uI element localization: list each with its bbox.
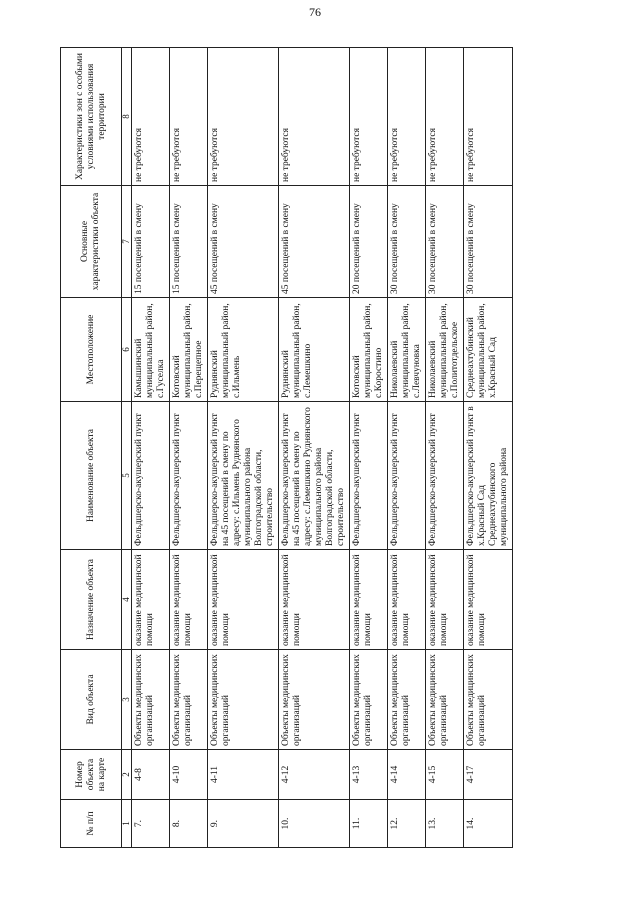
zones-cell: не требуются [426, 48, 464, 186]
column-number: 3 [122, 650, 132, 750]
row-number-cell: 7. [132, 800, 170, 848]
header-cell-name: Наименование объекта [61, 402, 122, 550]
object-kind-cell: Объекты медицинских организаций [279, 650, 350, 750]
column-number: 4 [122, 550, 132, 650]
objects-table [60, 47, 513, 848]
object-purpose-cell: оказание медицинской помощи [464, 550, 513, 650]
row-number-cell: 12. [388, 800, 426, 848]
location-cell: Котовский муниципальный район, с.Коростино [350, 298, 388, 402]
characteristics-cell: 45 посещений в смену [208, 186, 279, 298]
zones-cell: не требуются [279, 48, 350, 186]
column-number: 1 [122, 800, 132, 848]
column-number: 2 [122, 750, 132, 800]
object-kind-cell: Объекты медицинских организаций [132, 650, 170, 750]
table-row [170, 48, 208, 848]
zones-cell: не требуются [208, 48, 279, 186]
column-number-row [122, 48, 132, 848]
object-kind-cell: Объекты медицинских организаций [208, 650, 279, 750]
map-id-cell: 4-8 [132, 750, 170, 800]
header-cell-location: Местоположение [61, 298, 122, 402]
location-cell: Среднеахтубинский муниципальный район, х.Красный Сад [464, 298, 513, 402]
header-cell-zones: Характеристики зон с особыми условиями использования территории [61, 48, 122, 186]
header-cell-characteristics: Основные характеристики объекта [61, 186, 122, 298]
object-purpose-cell: оказание медицинской помощи [350, 550, 388, 650]
table-row [208, 48, 279, 848]
characteristics-cell: 20 посещений в смену [350, 186, 388, 298]
column-number: 6 [122, 298, 132, 402]
object-name-cell: Фельдшерско-акушерский пункт [170, 402, 208, 550]
map-id-cell: 4-11 [208, 750, 279, 800]
object-name-cell: Фельдшерско-акушерский пункт [350, 402, 388, 550]
location-cell: Николаевский муниципальный район, с.Левчуновка [388, 298, 426, 402]
object-name-cell: Фельдшерско-акушерский пункт [132, 402, 170, 550]
zones-cell: не требуются [350, 48, 388, 186]
characteristics-cell: 30 посещений в смену [426, 186, 464, 298]
row-number-cell: 14. [464, 800, 513, 848]
table-body [132, 48, 513, 848]
header-cell-purpose: Назначение объекта [61, 550, 122, 650]
rotated-table-container [60, 48, 580, 848]
table-row [426, 48, 464, 848]
map-id-cell: 4-15 [426, 750, 464, 800]
row-number-cell: 8. [170, 800, 208, 848]
row-number-cell: 13. [426, 800, 464, 848]
table-row [464, 48, 513, 848]
object-purpose-cell: оказание медицинской помощи [208, 550, 279, 650]
zones-cell: не требуются [170, 48, 208, 186]
characteristics-cell: 45 посещений в смену [279, 186, 350, 298]
table-row [132, 48, 170, 848]
location-cell: Руднянский муниципальный район, с.Ильмень [208, 298, 279, 402]
map-id-cell: 4-17 [464, 750, 513, 800]
object-name-cell: Фельдшерско-акушерский пункт на 45 посещений в смену по адресу: с.Ильмень Руднянского муниципального района Волгоградской области, строительство [208, 402, 279, 550]
location-cell: Котовский муниципальный район, с.Перещепное [170, 298, 208, 402]
zones-cell: не требуются [464, 48, 513, 186]
object-purpose-cell: оказание медицинской помощи [388, 550, 426, 650]
location-cell: Руднянский муниципальный район, с.Лемешкино [279, 298, 350, 402]
table-row [388, 48, 426, 848]
map-id-cell: 4-13 [350, 750, 388, 800]
page-number: 76 [309, 5, 321, 19]
column-number: 7 [122, 186, 132, 298]
table-row [350, 48, 388, 848]
table-header-row [61, 48, 122, 848]
header-cell-number: № п/п [61, 800, 122, 848]
object-purpose-cell: оказание медицинской помощи [132, 550, 170, 650]
object-name-cell: Фельдшерско-акушерский пункт на 45 посещений в смену по адресу: с.Лемешкино Руднянского муниципального района Волгоградской области, строительство [279, 402, 350, 550]
object-kind-cell: Объекты медицинских организаций [388, 650, 426, 750]
characteristics-cell: 15 посещений в смену [132, 186, 170, 298]
characteristics-cell: 15 посещений в смену [170, 186, 208, 298]
characteristics-cell: 30 посещений в смену [388, 186, 426, 298]
object-kind-cell: Объекты медицинских организаций [464, 650, 513, 750]
object-name-cell: Фельдшерско-акушерский пункт [426, 402, 464, 550]
characteristics-cell: 30 посещений в смену [464, 186, 513, 298]
object-purpose-cell: оказание медицинской помощи [279, 550, 350, 650]
object-kind-cell: Объекты медицинских организаций [350, 650, 388, 750]
zones-cell: не требуются [388, 48, 426, 186]
object-purpose-cell: оказание медицинской помощи [426, 550, 464, 650]
location-cell: Николаевский муниципальный район, с.Политотдельское [426, 298, 464, 402]
header-cell-map-id: Номер объекта на карте [61, 750, 122, 800]
row-number-cell: 11. [350, 800, 388, 848]
object-kind-cell: Объекты медицинских организаций [426, 650, 464, 750]
location-cell: Камышинский муниципальный район, с.Гуселка [132, 298, 170, 402]
table-row [279, 48, 350, 848]
object-name-cell: Фельдшерско-акушерский пункт [388, 402, 426, 550]
row-number-cell: 10. [279, 800, 350, 848]
column-number: 8 [122, 48, 132, 186]
header-cell-kind: Вид объекта [61, 650, 122, 750]
row-number-cell: 9. [208, 800, 279, 848]
column-number: 5 [122, 402, 132, 550]
map-id-cell: 4-14 [388, 750, 426, 800]
zones-cell: не требуются [132, 48, 170, 186]
map-id-cell: 4-12 [279, 750, 350, 800]
object-name-cell: Фельдшерско-акушерский пункт в х.Красный Сад Среднеахтубинского муниципального района [464, 402, 513, 550]
object-purpose-cell: оказание медицинской помощи [170, 550, 208, 650]
object-kind-cell: Объекты медицинских организаций [170, 650, 208, 750]
map-id-cell: 4-10 [170, 750, 208, 800]
